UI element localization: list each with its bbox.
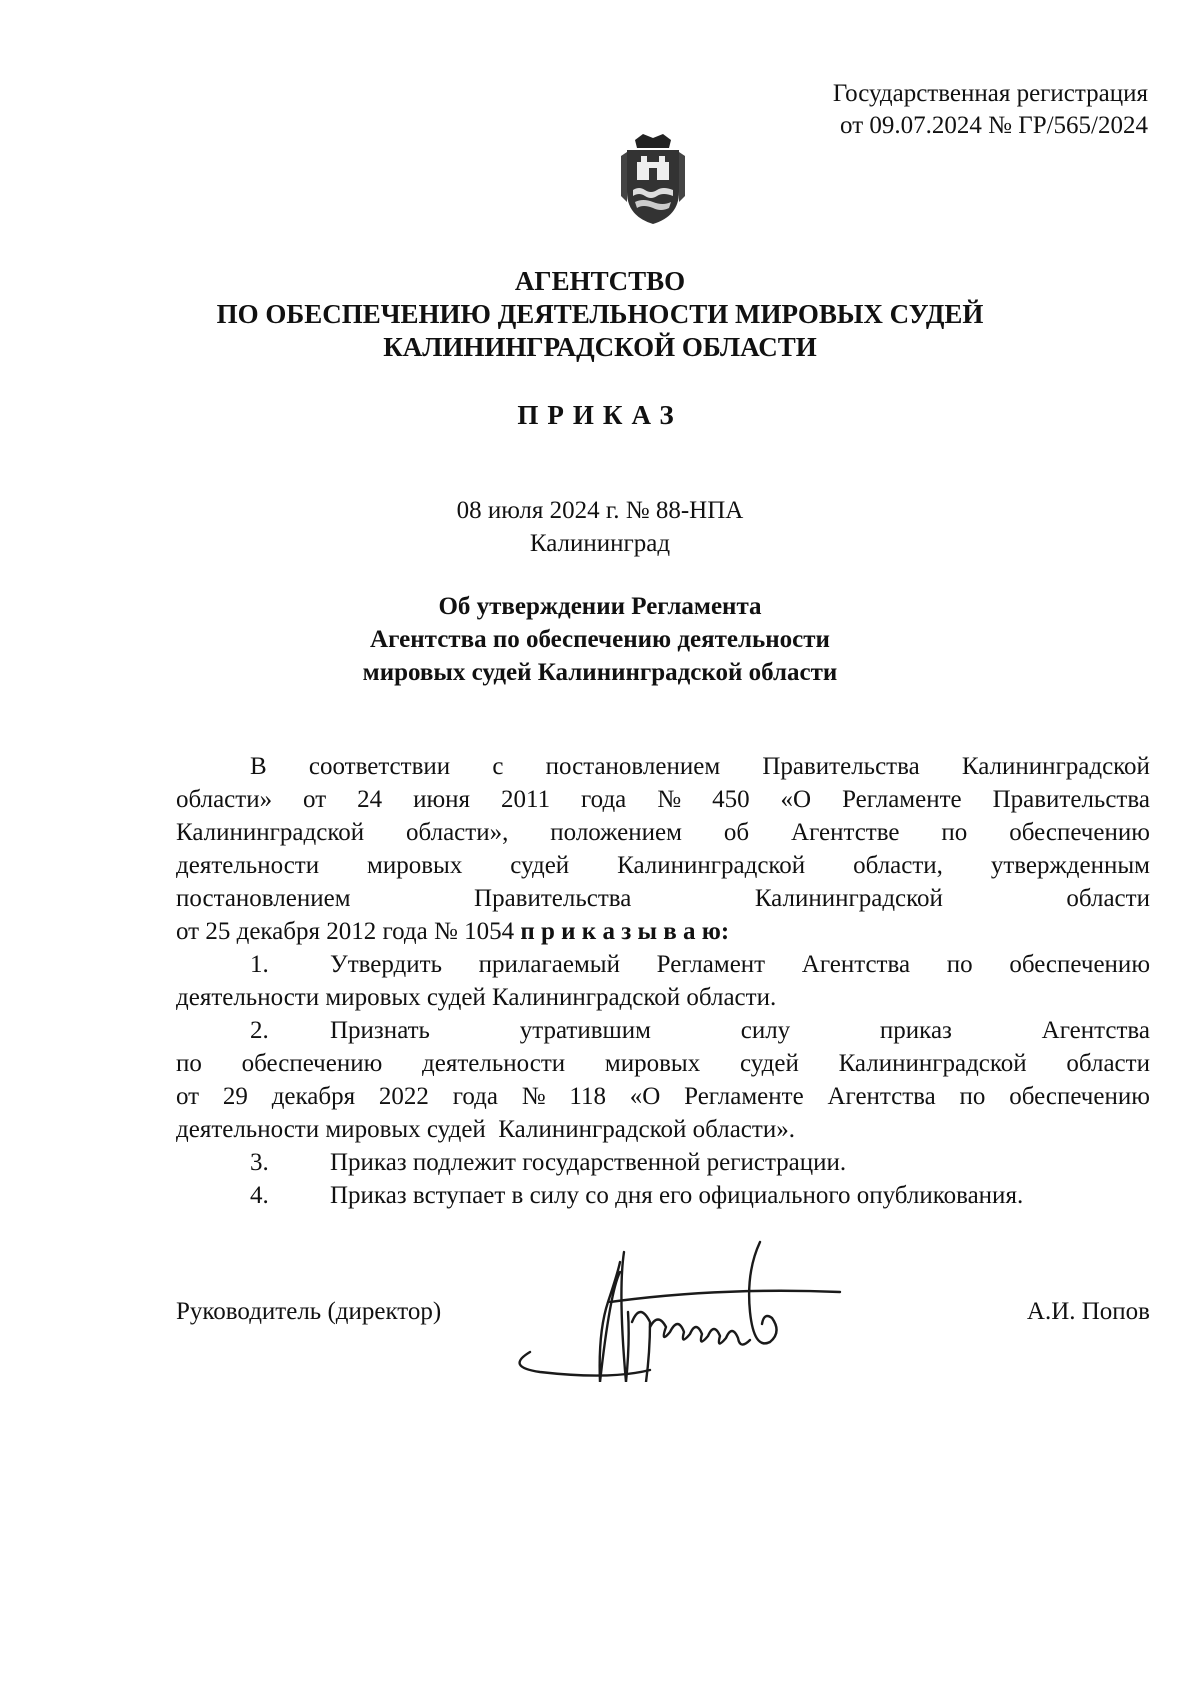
order-subject <box>0 590 1200 689</box>
word: № <box>657 786 682 813</box>
item-4-number: 4. <box>250 1182 269 1209</box>
word: области» <box>176 786 273 813</box>
word: Утвердить <box>330 951 442 978</box>
word: деятельности <box>176 852 320 879</box>
word: Правительства <box>474 885 632 912</box>
order-verb: п р и к а з ы в а ю: <box>520 918 730 945</box>
subject-line-1: Об утверждении Регламента <box>438 593 762 620</box>
item-1-words <box>330 948 1150 981</box>
item-4 <box>176 1179 1150 1212</box>
word: Правительства <box>992 786 1150 813</box>
word: судей <box>510 852 570 879</box>
item-2-first-line <box>176 1014 1150 1047</box>
word: Калининградской <box>754 885 943 912</box>
registration-line-1: Государственная регистрация <box>832 80 1148 107</box>
order-title: ПРИКАЗ <box>517 400 683 430</box>
word: постановлением <box>176 885 351 912</box>
item-2-number: 2. <box>250 1017 269 1044</box>
item-3-number: 3. <box>250 1149 269 1176</box>
agency-line-3: КАЛИНИНГРАДСКОЙ ОБЛАСТИ <box>383 332 817 362</box>
word: по <box>941 819 968 846</box>
word: по <box>176 1050 202 1077</box>
word: об <box>723 819 750 846</box>
word: В <box>250 753 267 780</box>
word: декабря <box>271 1083 356 1110</box>
word: от <box>303 786 327 813</box>
word: Регламент <box>656 951 766 978</box>
word: обеспечению <box>1009 1083 1150 1110</box>
signatory-name: А.И. Попов <box>1026 1298 1150 1325</box>
item-1-number: 1. <box>250 951 269 978</box>
registration-line-2: от 09.07.2024 № ГР/565/2024 <box>840 112 1148 139</box>
order-date-number: 08 июля 2024 г. № 88-НПА <box>456 497 744 524</box>
word: судей <box>739 1050 799 1077</box>
word: Калининградской <box>961 753 1150 780</box>
preamble-reference: от 25 декабря 2012 года № 1054 <box>176 918 515 945</box>
order-body <box>176 750 1150 1212</box>
item-4-text: Приказ вступает в силу со дня его официального опубликования. <box>330 1182 1024 1209</box>
preamble-line-3 <box>176 816 1150 849</box>
word: по <box>946 951 973 978</box>
item-2-line-2 <box>176 1047 1150 1080</box>
preamble-line-4 <box>176 849 1150 882</box>
word: Правительства <box>762 753 920 780</box>
word: 118 <box>569 1083 606 1110</box>
word: приказ <box>879 1017 952 1044</box>
word: года <box>452 1083 498 1110</box>
word: прилагаемый <box>478 951 620 978</box>
word: Регламенте <box>684 1083 804 1110</box>
agency-line-2: ПО ОБЕСПЕЧЕНИЮ ДЕЯТЕЛЬНОСТИ МИРОВЫХ СУДЕЙ <box>216 299 984 329</box>
word: утратившим <box>519 1017 651 1044</box>
word: обеспечению <box>241 1050 383 1077</box>
word: Калининградской <box>176 819 365 846</box>
word: мировых <box>604 1050 701 1077</box>
word: 450 <box>712 786 750 813</box>
order-city: Калининград <box>529 530 671 557</box>
word: деятельности <box>422 1050 566 1077</box>
word: обеспечению <box>1009 819 1150 846</box>
word: Регламенте <box>842 786 962 813</box>
word: соответствии <box>308 753 451 780</box>
subject-line-2: Агентства по обеспечению деятельности <box>370 626 830 653</box>
preamble-line-6 <box>176 915 1150 948</box>
word: июня <box>413 786 471 813</box>
item-1-first-line <box>176 948 1150 981</box>
word: Признать <box>330 1017 430 1044</box>
handwritten-signature <box>500 1232 870 1382</box>
word: Агентства <box>801 951 911 978</box>
word: области <box>1066 885 1150 912</box>
word: Агентства <box>827 1083 936 1110</box>
agency-line-1: АГЕНТСТВО <box>514 266 686 296</box>
coat-of-arms-icon <box>613 132 693 228</box>
agency-header <box>0 265 1200 364</box>
word: с <box>492 753 504 780</box>
preamble-line-5 <box>176 882 1150 915</box>
order-date-block <box>0 494 1200 560</box>
word: 2011 <box>501 786 551 813</box>
word: Агентства <box>1041 1017 1150 1044</box>
word: № <box>521 1083 546 1110</box>
item-2-rest: деятельности мировых судей Калининградской области». <box>176 1116 795 1143</box>
item-2-words <box>330 1014 1150 1047</box>
signatory-role: Руководитель (директор) <box>176 1298 442 1325</box>
word: по <box>959 1083 986 1110</box>
word: Калининградской <box>617 852 806 879</box>
item-3-text: Приказ подлежит государственной регистрации. <box>330 1149 847 1176</box>
subject-line-3: мировых судей Калининградской области <box>362 659 838 686</box>
word: области <box>1066 1050 1150 1077</box>
word: года <box>581 786 627 813</box>
word: «О <box>780 786 812 813</box>
word: Агентстве <box>791 819 900 846</box>
item-3 <box>176 1146 1150 1179</box>
word: силу <box>740 1017 791 1044</box>
word: «О <box>629 1083 661 1110</box>
word: обеспечению <box>1009 951 1150 978</box>
word: мировых <box>367 852 463 879</box>
word: области», <box>406 819 509 846</box>
preamble-line-1 <box>176 750 1150 783</box>
word: 2022 <box>378 1083 429 1110</box>
word: 24 <box>357 786 383 813</box>
word: от <box>176 1083 200 1110</box>
item-2-line-3 <box>176 1080 1150 1113</box>
word: области, <box>853 852 943 879</box>
item-1-rest: деятельности мировых судей Калининградской области. <box>176 984 777 1011</box>
word: Калининградской <box>838 1050 1027 1077</box>
registration-stamp <box>833 78 1148 142</box>
word: положением <box>550 819 682 846</box>
word: постановлением <box>545 753 721 780</box>
word: 29 <box>222 1083 248 1110</box>
word: утвержденным <box>990 852 1150 879</box>
preamble-line-2 <box>176 783 1150 816</box>
